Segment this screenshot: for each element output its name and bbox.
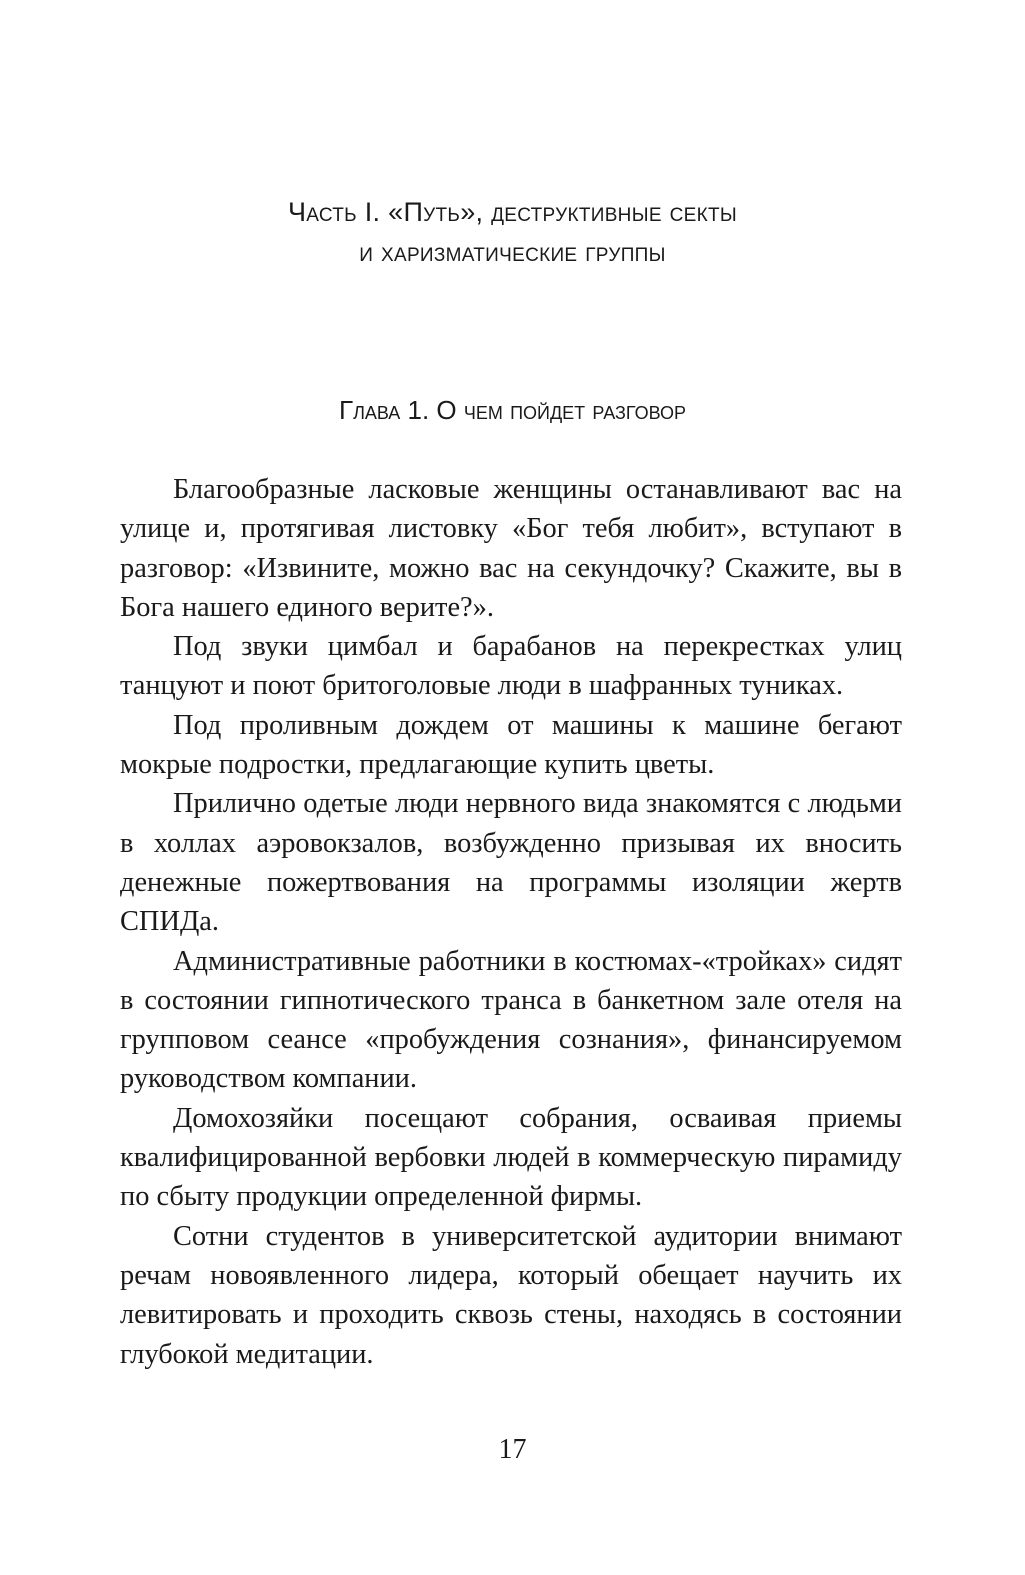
chapter-body [120,470,902,1374]
part-title [120,192,905,272]
paragraph: Благообразные ласковые женщины останавливают вас на улице и, протягивая листовку «Бог тебя любит», вступают в разговор: «Извините, можно вас на секундочку? Скажите, вы в Бога нашего единого верите?». [120,474,902,623]
paragraph: Под проливным дождем от машины к машине бегают мокрые подростки, предлагающие купить цветы. [120,709,902,781]
paragraph: Сотни студентов в университетской аудитории внимают речам новоявленного лидера, который обещает научить их левитировать и проходить сквозь стены, находясь в состоянии глубокой медитации. [120,1220,902,1370]
paragraph: Под звуки цимбал и барабанов на перекрестках улиц танцуют и поют бритоголовые люди в шафранных туниках. [120,631,902,702]
page-number: 17 [498,1434,527,1465]
paragraph: Прилично одетые люди нервного вида знакомятся с людьми в холлах аэровокзалов, возбужденно призывая их вносить денежные пожертвования на программы изоляции жертв СПИДа. [120,788,902,938]
chapter-title: Глава 1. О чем пойдет разговор [338,395,687,425]
paragraph: Домохозяйки посещают собрания, осваивая приемы квалифицированной вербовки людей в коммерческую пирамиду по сбыту продукции определенной фирмы. [120,1102,902,1213]
paragraph: Административные работники в костюмах-«тройках» сидят в состоянии гипнотического транса в банкетном зале отеля на групповом сеансе «пробуждения сознания», финансируемом руководством компании. [120,945,902,1095]
part-title-line-2: и харизматические группы [359,237,666,267]
part-title-line-1: Часть I. «Путь», деструктивные секты [288,197,737,227]
